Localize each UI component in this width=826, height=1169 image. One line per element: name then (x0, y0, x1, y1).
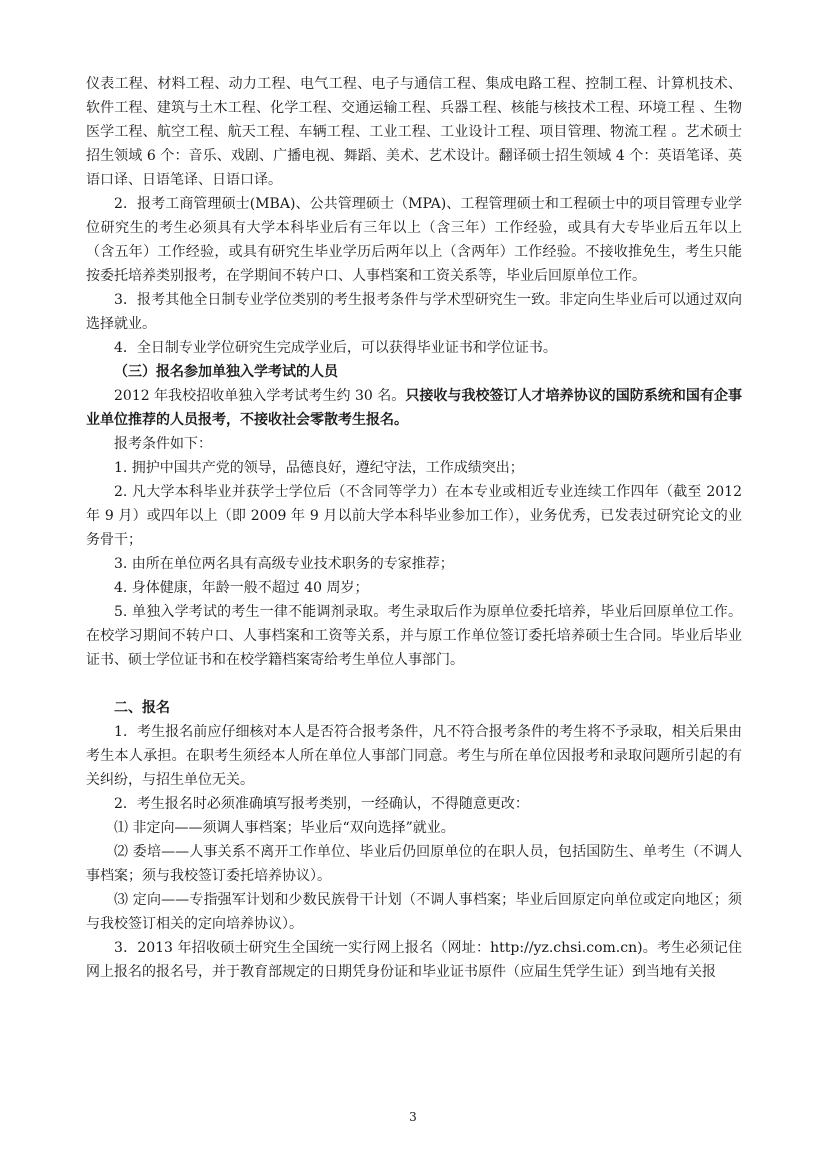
paragraph (86, 480, 742, 552)
text-run: 5. 单独入学考试的考生一律不能调剂录取。考生录取后作为原单位委托培养，毕业后回原单位工作。在校学习期间不转户口、人事档案和工资等关系，并与原工作单位签订委托培养硕士生合同。毕业后毕业证书、硕士学位证书和在校学籍档案寄给考生单位人事部门。 (86, 604, 742, 668)
text-run: 1. 拥护中国共产党的领导，品德良好，遵纪守法，工作成绩突出； (114, 460, 524, 476)
paragraph (86, 936, 742, 984)
text-run: 3．报考其他全日制专业学位类别的考生报考条件与学术型研究生一致。非定向生毕业后可以通过双向选择就业。 (86, 292, 742, 332)
paragraph (86, 72, 742, 192)
paragraph (86, 432, 742, 456)
paragraph (86, 816, 742, 840)
text-run: 2012 年我校招收单独入学考试考生约 30 名。 (114, 388, 406, 404)
section-heading (86, 696, 742, 720)
text-run: ⑶ 定向——专指强军计划和少数民族骨干计划（不调人事档案；毕业后回原定向单位或定向地区；须与我校签订相关的定向培养协议）。 (86, 892, 742, 932)
paragraph (86, 600, 742, 672)
text-run: 2．报考工商管理硕士(MBA)、公共管理硕士（MPA)、工程管理硕士和工程硕士中的项目管理专业学位研究生的考生必须具有大学本科毕业后有三年以上（含三年）工作经验，或具有大专毕业后五年以上（含五年）工作经验，或具有研究生毕业学历后两年以上（含两年）工作经验。不接收推免生，考生只能按委托培养类别报考，在学期间不转户口、人事档案和工资关系等，毕业后回原单位工作。 (86, 196, 742, 284)
text-run: 仪表工程、材料工程、动力工程、电气工程、电子与通信工程、集成电路工程、控制工程、计算机技术、软件工程、建筑与土木工程、化学工程、交通运输工程、兵器工程、核能与核技术工程、环境工程 、生物医学工程、航空工程、航天工程、车辆工程、工业工程、工业设计工程、项目管理、物流工程 。艺术硕士招生领域 6 个：音乐、戏剧、广播电视、舞蹈、美术、艺术设计。翻译硕士招生领域 4 个：英语笔译、英语口译、日语笔译、日语口译。 (86, 76, 742, 188)
page-number: 3 (409, 1110, 417, 1124)
text-run: 4. 身体健康，年龄一般不超过 40 周岁； (114, 580, 369, 596)
text-run: ⑴ 非定向——须调人事档案；毕业后“双向选择”就业。 (114, 820, 455, 836)
document-body (86, 72, 742, 984)
paragraph (86, 720, 742, 792)
paragraph (86, 552, 742, 576)
paragraph (86, 888, 742, 936)
paragraph (86, 336, 742, 360)
bold-text: （三）报名参加单独入学考试的人员 (114, 364, 338, 380)
text-run: 2．考生报名时必须准确填写报考类别，一经确认，不得随意更改： (114, 796, 529, 812)
paragraph (86, 576, 742, 600)
paragraph (86, 840, 742, 888)
text-run: 3．2013 年招收硕士研究生全国统一实行网上报名（网址：http://yz.chsi.com.cn)。考生必须记住网上报名的报名号，并于教育部规定的日期凭身份证和毕业证书原件（应届生凭学生证）到当地有关报 (86, 940, 742, 980)
text-run: 4．全日制专业学位研究生完成学业后，可以获得毕业证书和学位证书。 (114, 340, 557, 356)
text-run: 2. 凡大学本科毕业并获学士学位后（不含同等学力）在本专业或相近专业连续工作四年（截至 2012 年 9 月）或四年以上（即 2009 年 9 月以前大学本科毕业参加工作），业务优秀，已发表过研究论文的业务骨干； (86, 484, 742, 548)
text-run: 1．考生报名前应仔细核对本人是否符合报考条件，凡不符合报考条件的考生将不予录取，相关后果由考生本人承担。在职考生须经本人所在单位人事部门同意。考生与所在单位因报考和录取问题所引起的有关纠纷，与招生单位无关。 (86, 724, 742, 788)
subsection-heading (86, 360, 742, 384)
paragraph (86, 384, 742, 432)
text-run: 报考条件如下： (114, 436, 212, 452)
text-run: ⑵ 委培——人事关系不离开工作单位、毕业后仍回原单位的在职人员，包括国防生、单考生（不调人事档案；须与我校签订委托培养协议）。 (86, 844, 742, 884)
paragraph (86, 288, 742, 336)
paragraph (86, 456, 742, 480)
paragraph (86, 792, 742, 816)
bold-text: 只接收与我校签订人才培养协议的国防系统和国有企事业单位推荐的人员报考，不接收社会零散考生报名。 (86, 388, 743, 428)
paragraph (86, 192, 742, 288)
bold-text: 二、报名 (114, 700, 170, 716)
text-run: 3. 由所在单位两名具有高级专业技术职务的专家推荐； (114, 556, 454, 572)
